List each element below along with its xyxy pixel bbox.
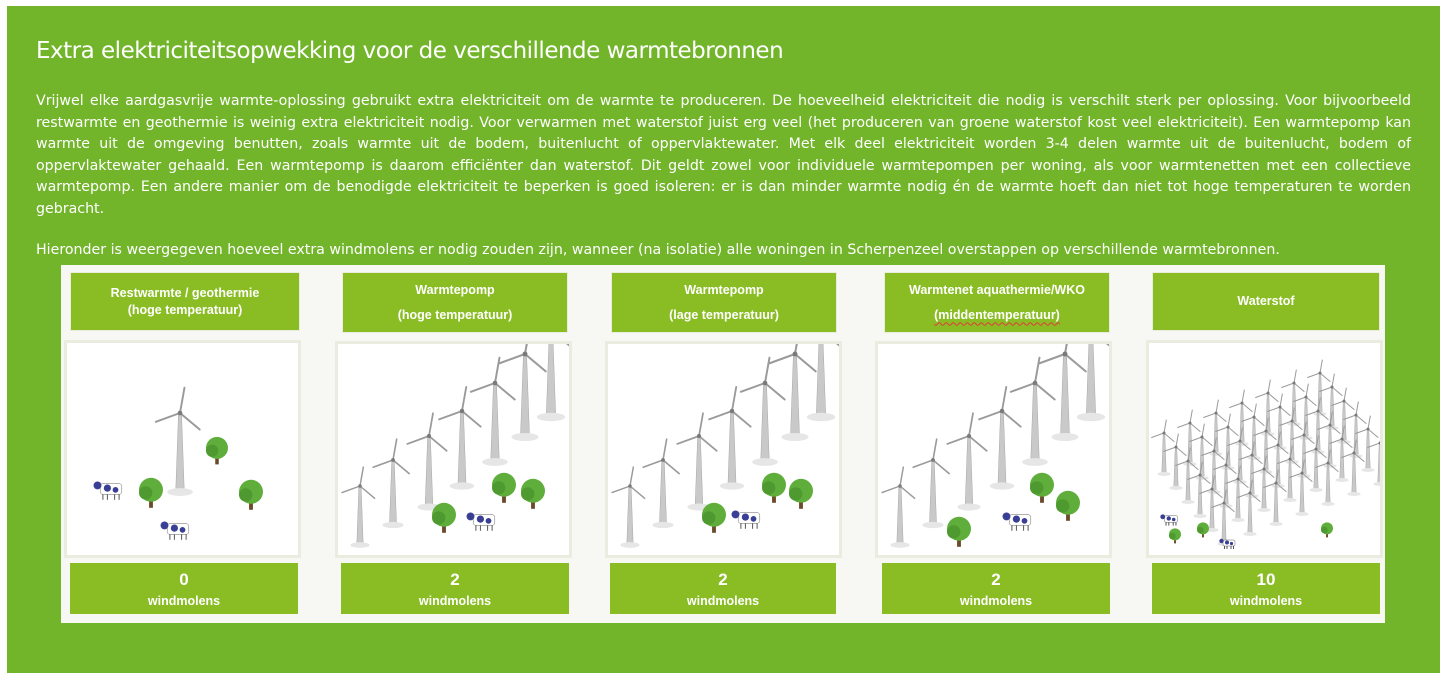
windmill-count: 2 [450,570,460,589]
tree-icon [702,503,726,533]
column-footer-restwarmte [70,563,298,614]
column-header-subtitle: (hoge temperatuur) [127,302,243,317]
scene-warmtepomp-hoog [338,344,572,558]
wind-turbine-icon [1278,446,1301,502]
wind-turbine-icon [1152,420,1175,476]
windmill-count: 2 [991,570,1001,589]
wind-turbine-icon [794,344,842,421]
wind-turbine-icon [643,439,679,528]
windmill-count: 2 [718,570,728,589]
column-header-warmtenet [884,272,1110,333]
wind-turbine-icon [1164,434,1187,490]
column-header-warmtepomp-laag [611,272,837,333]
wind-turbine-icon [1212,490,1235,546]
column-illustration-warmtenet [875,341,1112,558]
column-footer-warmtenet [882,563,1110,614]
cow-icon [467,512,495,530]
column-header-title: Waterstof [1237,294,1295,308]
wind-turbine-icon [1252,456,1275,512]
wind-turbine-icon [1304,436,1327,492]
wind-turbine-icon [1264,470,1287,526]
windmill-count: 10 [1256,570,1276,589]
windmill-unit: windmolens [418,594,492,608]
tree-icon [521,479,545,509]
wind-turbine-icon [1011,358,1055,466]
column-footer-warmtepomp-laag [610,563,836,614]
cow-icon [94,481,122,499]
tree-icon [789,479,813,509]
wind-turbine-icon [979,387,1021,490]
wind-turbine-icon [1290,460,1313,516]
scene-waterstof [1149,343,1383,558]
column-illustration-warmtepomp-hoog [335,341,572,558]
wind-turbine-icon [439,387,481,490]
wind-turbine-icon [882,467,915,548]
wind-turbine-icon [1330,426,1353,482]
wind-turbine-icon [913,439,949,528]
tree-icon [1197,522,1209,537]
tree-icon [239,480,263,510]
column-illustration-warmtepomp-laag [605,341,842,558]
wind-turbine-icon [677,413,716,510]
column-header-warmtepomp-hoog [342,272,568,333]
windmill-count: 0 [179,570,189,589]
wind-turbine-icon [612,467,645,548]
cow-icon [732,510,760,528]
column-header-title: Warmtenet aquathermie/WKO [909,282,1085,297]
wind-turbine-icon [156,388,200,496]
intro-paragraph: Vrijwel elke aardgasvrije warmte-oplossing gebruikt extra elektriciteit om de warmte te produceren. De hoeveelheid elektriciteit die nodig is verschilt sterk per oplossing. Voor bijvoorbeeld restwarmte en geothermie is weinig extra elektriciteit nodig. Voor verwarmen met waterstof juist erg veel (het produceren van groene waterstof kost veel elektriciteit). Een warmtepomp kan warmte uit de omgeving benutten, zoals warmte uit de bodem, buitenlucht of oppervlaktewater. Met elk deel elektriciteit worden 3-4 delen warmte uit de buitenlucht, bodem of oppervlaktewater gehaald. Een warmtepomp is daarom efficiënter dan waterstof. Dit geldt zowel voor individuele warmtepompen per woning, als voor warmtenetten met een collectieve warmtepomp. Een andere manier om de benodigde elektriciteit te beperken is goed isoleren: er is dan minder warmte nodig én de warmte hoeft dan niet tot hoge temperaturen te worden gebracht. [36,93,1411,217]
scene-restwarmte [67,343,301,558]
tree-icon [1169,528,1181,543]
tree-icon [762,473,786,503]
column-illustration-restwarmte [64,340,301,558]
column-header-waterstof [1152,272,1380,331]
column-illustration-waterstof [1146,340,1383,558]
wind-turbine-icon [1238,480,1261,536]
scene-warmtenet [878,344,1112,558]
tree-icon [1321,522,1333,537]
tree-icon [432,503,456,533]
column-header-subtitle: (lage temperatuur) [669,307,779,322]
windmill-note: Hieronder is weergegeven hoeveel extra windmolens er nodig zouden zijn, wanneer (na isolatie) alle woningen in Scherpenzeel overstappen op verschillende warmtebronnen. [36,242,1280,258]
tree-icon [1030,473,1054,503]
wind-turbine-icon [741,358,785,466]
column-header-title: Warmtepomp [684,282,764,297]
wind-turbine-icon [947,413,986,510]
wind-turbine-icon [709,387,751,490]
scene-warmtepomp-laag [608,344,842,558]
wind-turbine-icon [1342,440,1365,496]
column-header-subtitle: (hoge temperatuur) [397,307,513,322]
windmill-unit: windmolens [959,594,1033,608]
column-footer-waterstof [1152,563,1380,614]
column-header-title: Restwarmte / geothermie [110,285,260,300]
wind-turbine-icon [1188,462,1211,518]
tree-icon [139,478,163,508]
wind-turbine-icon [1356,416,1379,472]
column-header-subtitle: (middentemperatuur) [934,307,1060,322]
column-header-title: Warmtepomp [415,282,495,297]
wind-turbine-icon [1226,466,1249,522]
wind-turbine-icon [1316,450,1339,506]
windmill-unit: windmolens [147,594,221,608]
wind-turbine-icon [342,467,375,548]
wind-turbine-icon [373,439,409,528]
wind-turbine-icon [407,413,446,510]
page-title: Extra elektriciteitsopwekking voor de verschillende warmtebronnen [36,38,784,64]
wind-turbine-icon [524,344,572,421]
windmill-unit: windmolens [686,594,760,608]
tree-icon [947,517,971,547]
wind-turbine-icon [1176,448,1199,504]
cow-icon [1160,514,1177,525]
tree-icon [492,473,516,503]
wind-turbine-icon [471,358,515,466]
wind-turbine-icon [1064,344,1112,421]
cow-icon [161,521,189,539]
windmill-unit: windmolens [1229,594,1303,608]
cow-icon [1003,512,1031,530]
column-header-restwarmte [70,272,300,331]
tree-icon [1056,491,1080,521]
tree-icon [206,437,228,465]
column-footer-warmtepomp-hoog [341,563,569,614]
